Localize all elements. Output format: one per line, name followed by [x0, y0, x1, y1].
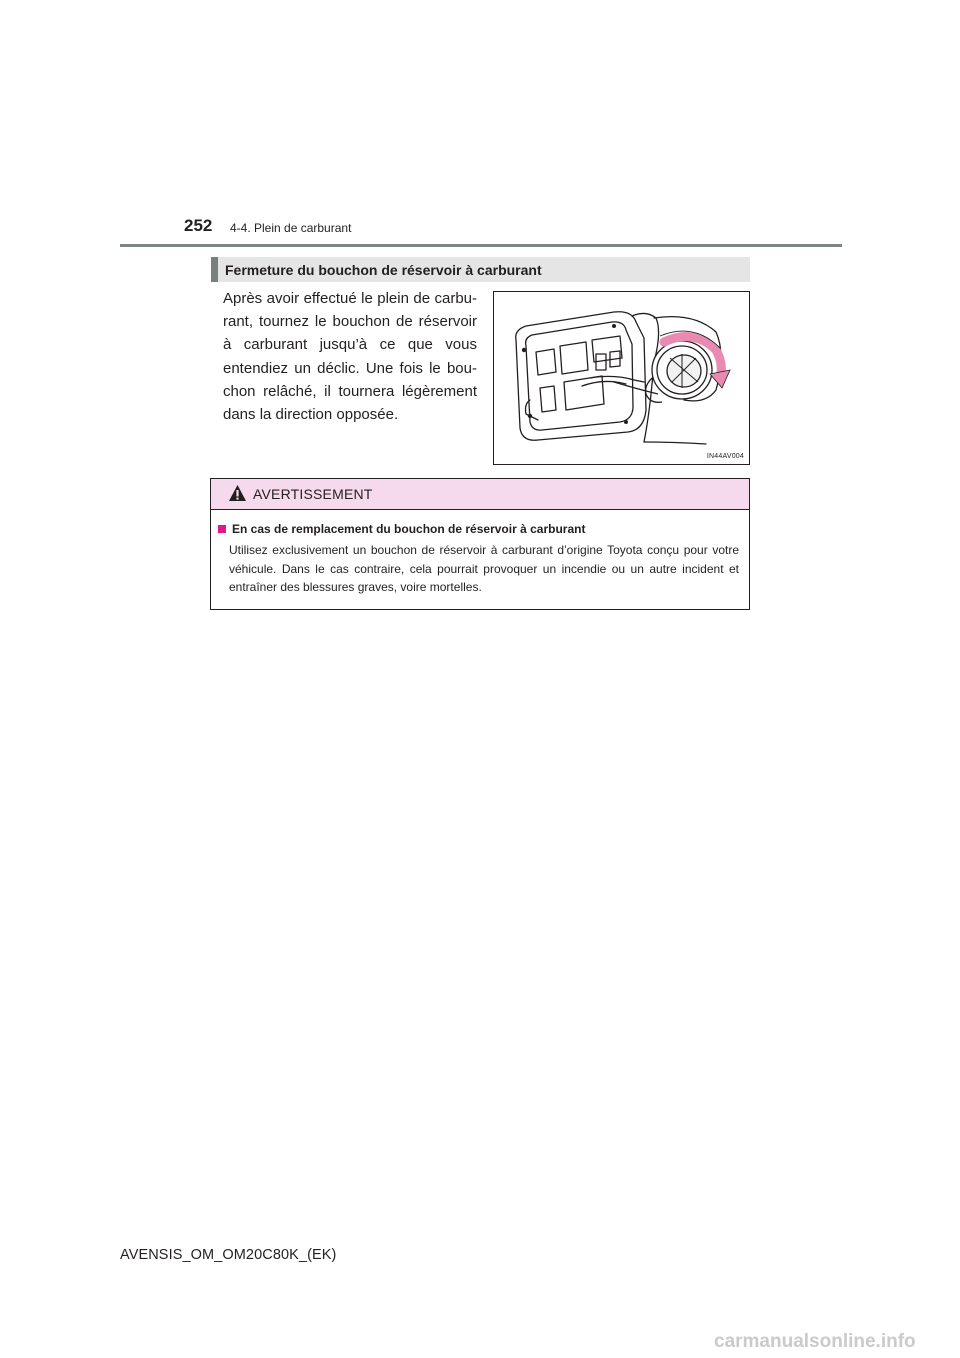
- header-divider: [120, 244, 842, 247]
- subheading-bar: [211, 257, 750, 282]
- figure-code: IN44AV004: [706, 453, 744, 460]
- warning-item-heading: [216, 522, 585, 536]
- body-paragraph: Après avoir effectué le plein de carbu-rant, tournez le bouchon de réservoir à carburant jusqu’à ce que vous entendiez un déclic. Une fois le bou-chon relâché, il tournera légèrement dans la direction opposée.: [223, 290, 477, 424]
- subheading-text: Fermeture du bouchon de réservoir à carburant: [225, 262, 542, 278]
- warning-title: AVERTISSEMENT: [253, 486, 373, 502]
- watermark: carmanualsonline.info: [714, 1331, 916, 1352]
- fuel-cap-closing-illustration: [494, 292, 749, 464]
- pink-square-bullet-icon: [218, 525, 226, 533]
- warning-triangle-icon: [228, 484, 247, 502]
- section-title: 4-4. Plein de carburant: [230, 221, 352, 235]
- warning-header: [211, 479, 749, 510]
- warning-item-heading-text: En cas de remplacement du bouchon de réservoir à carburant: [232, 522, 586, 536]
- warning-box: [210, 478, 750, 610]
- warning-item-text: Utilisez exclusivement un bouchon de réservoir à carburant d’origine Toyota conçu pour votre véhicule. Dans le cas contraire, cela pourrait provoquer un incendie ou un autre incident et entraîner des blessures graves, voire mortelles.: [229, 543, 739, 594]
- subheading-accent: [211, 257, 218, 282]
- document-id: AVENSIS_OM_OM20C80K_(EK): [120, 1247, 337, 1263]
- fuel-cap-figure: [493, 291, 750, 465]
- page-number: 252: [184, 216, 213, 235]
